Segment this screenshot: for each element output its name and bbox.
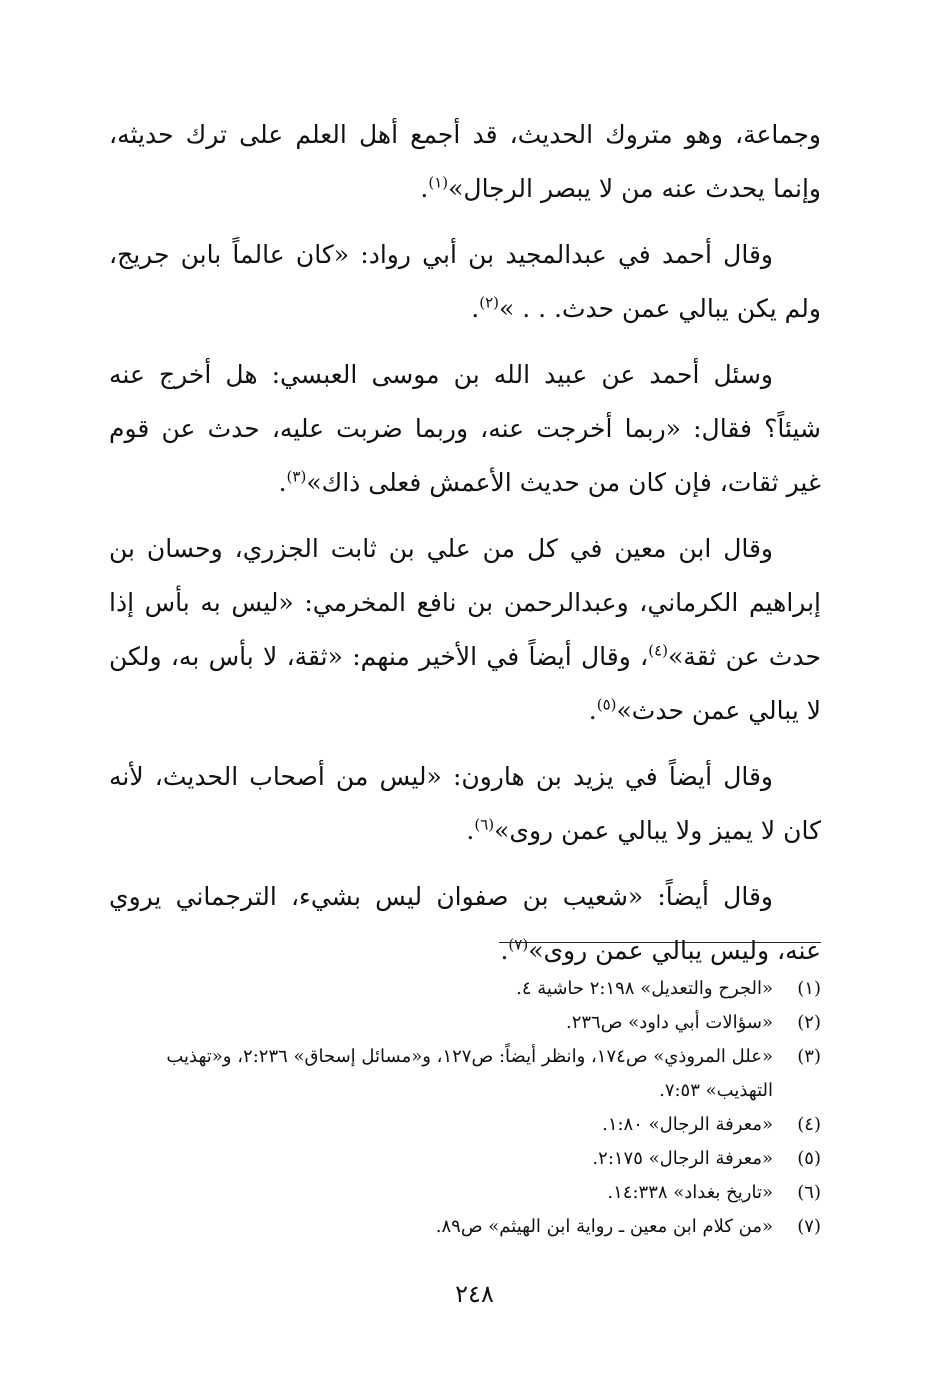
footnote-ref[interactable]: (٢) [479, 293, 500, 312]
footnote-item [109, 1040, 821, 1108]
footnote-number: (٣) [797, 1046, 821, 1067]
paragraph [109, 348, 821, 510]
paragraph [109, 108, 821, 216]
footnote-ref[interactable]: (٤) [648, 641, 668, 660]
paragraph [109, 228, 821, 336]
footnote-ref[interactable]: (٦) [474, 815, 495, 834]
footnote-item [109, 1142, 821, 1176]
footnote-text: «معرفة الرجال» ٢:١٧٥. [592, 1148, 773, 1169]
footnote-item [109, 1006, 821, 1040]
paragraph [109, 750, 821, 858]
footnote-ref[interactable]: (٧) [508, 935, 529, 954]
paragraph-text-continued: ، وقال أيضاً في الأخير منهم: «ثقة، لا بأس به، ولكن لا يبالي عمن حدث» [109, 642, 821, 725]
footnote-item [109, 972, 821, 1006]
footnote-number: (٤) [797, 1114, 821, 1135]
paragraph-text: وقال أحمد في عبدالمجيد بن أبي رواد: «كان عالماً بابن جريج، ولم يكن يبالي عمن حدث. . . » [109, 240, 821, 323]
footnote-text: «سؤالات أبي داود» ص٢٣٦. [565, 1012, 773, 1033]
footnote-text: «معرفة الرجال» ١:٨٠. [602, 1114, 773, 1135]
footnote-ref[interactable]: (١) [428, 173, 449, 192]
paragraph-text: وجماعة، وهو متروك الحديث، قد أجمع أهل العلم على ترك حديثه، وإنما يحدث عنه من لا يبصر الرجال» [109, 120, 821, 203]
footnote-text: «تاريخ بغداد» ١٤:٣٣٨. [607, 1182, 773, 1203]
paragraph-end: . [420, 174, 429, 203]
footnote-text: «علل المروذي» ص١٧٤، وانظر أيضاً: ص١٢٧، و«مسائل إسحاق» ٢:٢٣٦، و«تهذيب التهذيب» ٧:٥٣. [166, 1046, 773, 1101]
paragraph-text: وقال ابن معين في كل من علي بن ثابت الجزري، وحسان بن إبراهيم الكرماني، وعبدالرحمن بن نافع المخرمي: «ليس به بأس إذا حدث عن ثقة» [109, 534, 821, 671]
paragraph-end: . [466, 816, 475, 845]
paragraph-end: . [278, 468, 287, 497]
footnote-item [109, 1210, 821, 1244]
footnote-ref[interactable]: (٣) [286, 467, 307, 486]
footnote-number: (٥) [797, 1148, 821, 1169]
footnote-number: (٧) [797, 1216, 821, 1237]
footnote-number: (٦) [797, 1182, 821, 1203]
footnote-item [109, 1176, 821, 1210]
footnotes-list [109, 972, 821, 1244]
footnote-item [109, 1108, 821, 1142]
footnote-text: «الجرح والتعديل» ٢:١٩٨ حاشية ٤. [516, 978, 773, 999]
paragraph-end: . [471, 294, 480, 323]
paragraph-end: . [500, 936, 509, 965]
paragraph-text: وقال أيضاً: «شعيب بن صفوان ليس بشيء، الترجماني يروي عنه، وليس يبالي عمن روى» [109, 882, 821, 965]
footnote-separator [499, 942, 821, 943]
footnote-number: (٢) [797, 1012, 821, 1033]
paragraph [109, 522, 821, 738]
footnote-number: (١) [797, 978, 821, 999]
footnote-text: «من كلام ابن معين ـ رواية ابن الهيثم» ص٨٩. [435, 1216, 773, 1237]
paragraph-text: وسئل أحمد عن عبيد الله بن موسى العبسي: هل أخرج عنه شيئاً؟ فقال: «ربما أخرجت عنه، وربما ضربت عليه، حدث عن قوم غير ثقات، فإن كان من حديث الأعمش فعلى ذاك» [109, 360, 821, 497]
paragraph-text: وقال أيضاً في يزيد بن هارون: «ليس من أصحاب الحديث، لأنه كان لا يميز ولا يبالي عمن روى» [109, 762, 821, 845]
main-text [109, 108, 821, 990]
paragraph-end: . [588, 696, 597, 725]
paragraph [109, 870, 821, 978]
page-number: ٢٤٨ [455, 1280, 494, 1308]
footnote-ref[interactable]: (٥) [596, 695, 617, 714]
